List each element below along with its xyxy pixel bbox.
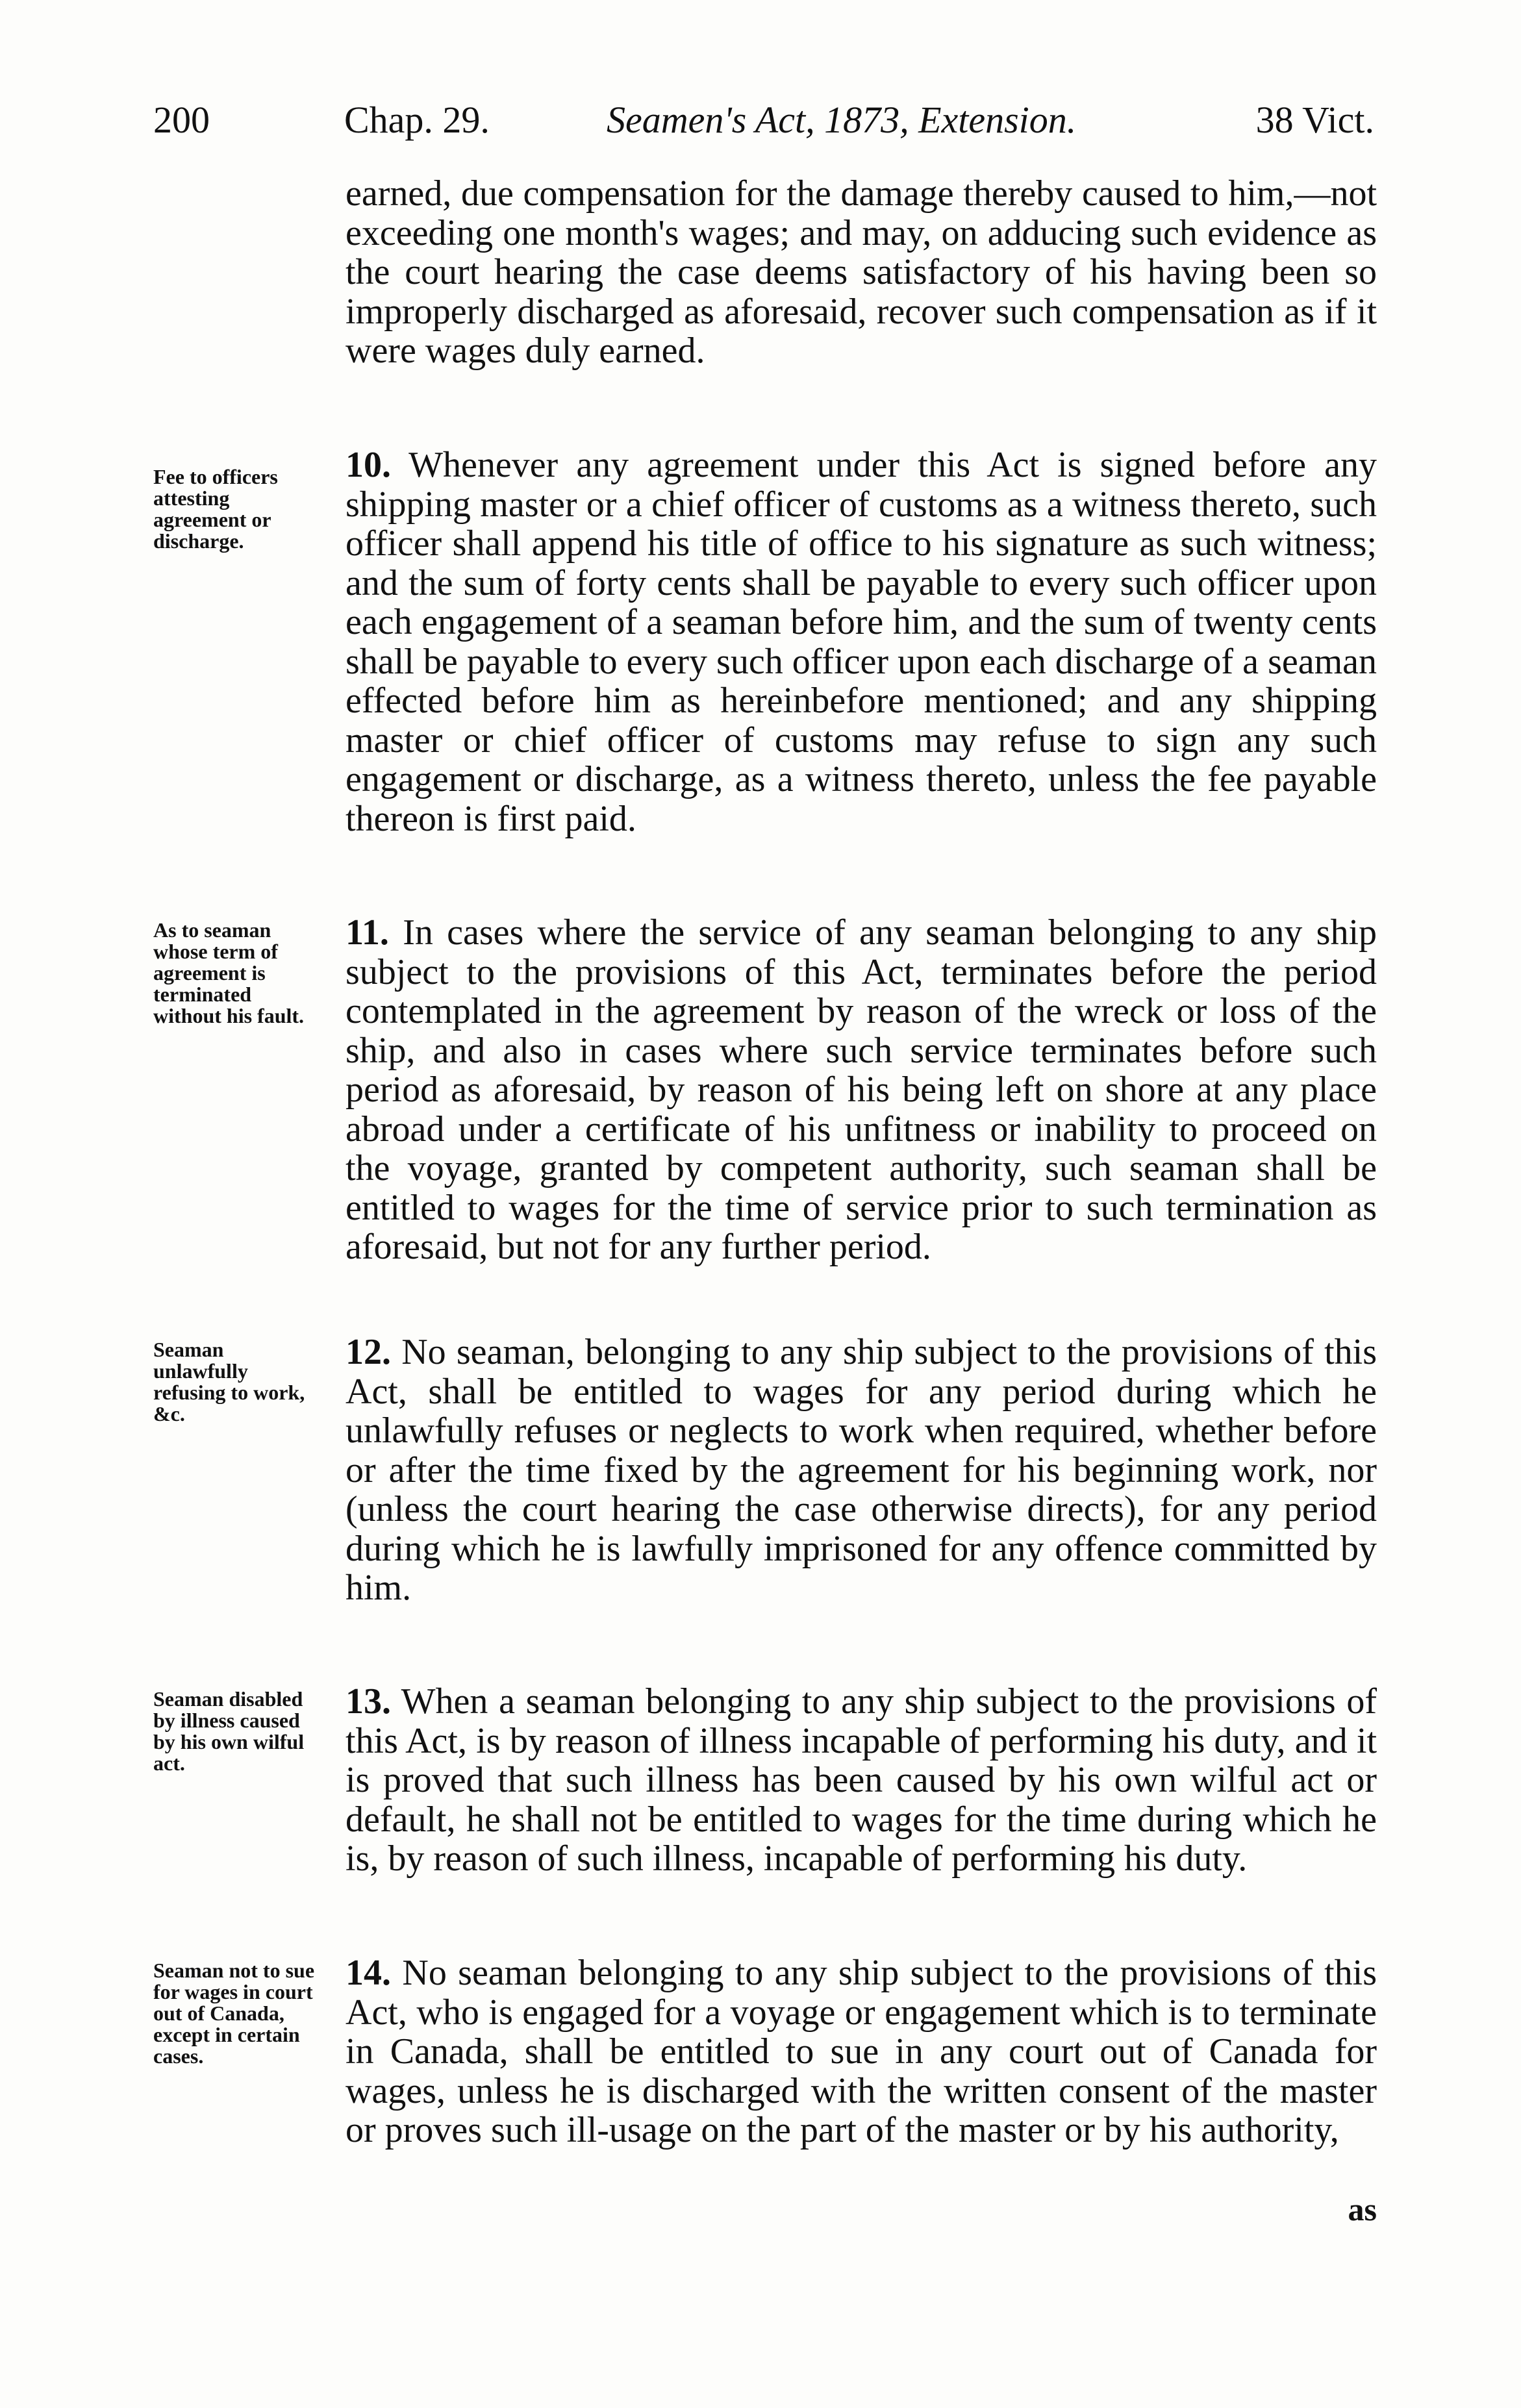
section-number: 10.	[346, 445, 391, 485]
section-text: When a seaman belonging to any ship subject to the provisions of this Act, is by reason of illness incapable of performing his duty, and it is proved that such illness has been caused by his own wilful act or default, he shall not be entitled to wages for the time during which he is, by reason of such illness, incapable of performing his duty.	[346, 1681, 1377, 1879]
section-13	[346, 1682, 1377, 1879]
section-11	[346, 913, 1377, 1267]
regnal-year: 38 Vict.	[1255, 99, 1374, 141]
catchword: as	[1348, 2191, 1377, 2227]
section-14	[346, 1953, 1377, 2150]
section-text: No seaman belonging to any ship subject to the provisions of this Act, who is engaged for a voyage or engagement which is to terminate in Canada, shall be entitled to sue in any court out of Canada for wages, unless he is discharged with the written consent of the master or proves such ill-usage on the part of the master or by his authority,	[346, 1953, 1377, 2150]
margin-note-section-10: Fee to officers attesting agreement or discharge.	[153, 465, 278, 553]
continued-paragraph: earned, due compensation for the damage thereby caused to him,—not exceeding one month's wages; and may, on adducing such evidence as the court hearing the case deems satisfactory of his having been so improperly discharged as aforesaid, recover such compensation as if it were wages duly earned.	[346, 173, 1377, 371]
section-12	[346, 1333, 1377, 1608]
section-number: 14.	[346, 1953, 391, 1993]
margin-note-section-14: Seaman not to sue for wages in court out of Canada, except in certain cases.	[153, 1959, 315, 2068]
page-number: 200	[153, 99, 210, 141]
section-number: 12.	[346, 1332, 391, 1372]
section-10	[346, 445, 1377, 838]
margin-note-section-13: Seaman disabled by illness caused by his own wilful act.	[153, 1687, 305, 1775]
act-title: Seamen's Act, 1873, Extension.	[607, 99, 1077, 141]
margin-note-section-12: Seaman unlawfully refusing to work, &c.	[153, 1338, 305, 1425]
section-text: Whenever any agreement under this Act is signed before any shipping master or a chief officer of customs as a witness thereto, such officer shall append his title of office to his signature as such witness; and the sum of forty cents shall be payable to every such officer upon each engagement of a seaman before him, and the sum of twenty cents shall be payable to every such officer upon each discharge of a seaman effected before him as hereinbefore mentioned; and any shipping master or chief officer of customs may refuse to sign any such engagement or discharge, as a witness thereto, unless the fee payable thereon is first paid.	[346, 445, 1377, 839]
chapter-label: Chap. 29.	[344, 99, 490, 141]
running-head	[153, 97, 1374, 143]
section-number: 11.	[346, 912, 389, 953]
section-text: No seaman, belonging to any ship subject to the provisions of this Act, shall be entitled to wages for any period during which he unlawfully refuses or neglects to work when required, whether before or after the time fixed by the agreement for his beginning work, nor (unless the court hearing the case otherwise directs), for any period during which he is lawfully imprisoned for any offence committed by him.	[346, 1332, 1377, 1608]
section-number: 13.	[346, 1681, 391, 1722]
section-text: In cases where the service of any seaman belonging to any ship subject to the provisions of this Act, terminates before the period contemplated in the agreement by reason of the wreck or loss of the ship, and also in cases where such service terminates before such period as aforesaid, by reason of his being left on shore at any place abroad under a certificate of his unfitness or inability to proceed on the voyage, granted by competent authority, such seaman shall be entitled to wages for the time of service prior to such termination as aforesaid, but not for any further period.	[346, 912, 1377, 1267]
margin-note-section-11: As to seaman whose term of agreement is terminated without his fault.	[153, 918, 305, 1027]
